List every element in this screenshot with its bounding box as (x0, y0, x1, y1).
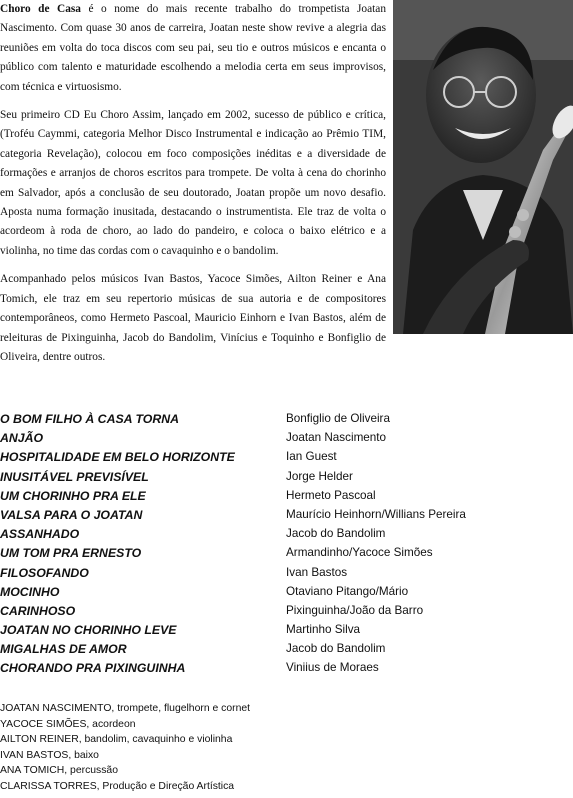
track-title: ASSANHADO (0, 527, 80, 542)
intro-paragraph-1 (0, 0, 386, 97)
artist-with-trumpet-image (393, 0, 573, 334)
credit-line: JOATAN NASCIMENTO, trompete, flugelhorn e cornet (0, 703, 251, 714)
track-title: JOATAN NO CHORINHO LEVE (0, 623, 177, 638)
track-row (0, 661, 573, 680)
track-title: CHORANDO PRA PIXINGUINHA (0, 661, 186, 676)
track-composer: Ian Guest (286, 450, 337, 464)
track-row (0, 450, 573, 469)
intro-text (0, 0, 386, 376)
track-row (0, 508, 573, 527)
track-composer: Viniius de Moraes (286, 661, 379, 675)
track-title: CARINHOSO (0, 603, 76, 618)
track-title: MIGALHAS DE AMOR (0, 642, 127, 657)
track-composer: Joatan Nascimento (286, 431, 387, 445)
artist-photo (393, 0, 573, 334)
credit-line: IVAN BASTOS, baixo (0, 749, 99, 761)
track-row (0, 585, 573, 604)
track-row (0, 604, 573, 623)
track-row (0, 566, 573, 585)
track-title: MOCINHO (0, 584, 60, 599)
track-row (0, 489, 573, 508)
track-title: O BOM FILHO À CASA TORNA (0, 412, 179, 426)
track-row (0, 623, 573, 642)
track-row (0, 431, 573, 450)
track-composer: Jorge Helder (286, 469, 353, 483)
track-title: INUSITÁVEL PREVISÍVEL (0, 469, 149, 484)
track-composer: Bonfiglio de Oliveira (286, 412, 390, 425)
intro-lead: Choro de Casa (0, 3, 81, 15)
track-composer: Armandinho/Yacoce Simões (286, 546, 433, 560)
track-title: FILOSOFANDO (0, 565, 89, 580)
intro-paragraph-3: Acompanhado pelos músicos Ivan Bastos, Yacoce Simões, Ailton Reiner e Ana Tomich, ele traz em seu repertorio músicas de sua autoria e de compositores contemporâneos, como Hermeto Pascoal, Mauricio Einhorn e Ivan Bastos, além de releituras de Pixinguinha, Jacob do Bandolim, Vinícius e Toquinho e Bonfiglio de Oliveira, dentre outros. (0, 273, 386, 363)
track-composer: Hermeto Pascoal (286, 488, 376, 502)
track-composer: Ivan Bastos (286, 565, 348, 579)
track-title: HOSPITALIDADE EM BELO HORIZONTE (0, 450, 235, 465)
track-title: UM CHORINHO PRA ELE (0, 488, 146, 503)
credit-line: AILTON REINER, bandolim, cavaquinho e violinha (0, 734, 233, 746)
track-row (0, 527, 573, 546)
track-composer: Jacob do Bandolim (286, 527, 386, 541)
credit-line: YACOCE SIMÕES, acordeon (0, 718, 136, 730)
track-title: UM TOM PRA ERNESTO (0, 546, 142, 561)
credit-line: CLARISSA TORRES, Produção e Direção Artística (0, 780, 235, 792)
credit-line: ANA TOMICH, percussão (0, 765, 118, 777)
track-composer: Pixinguinha/João da Barro (286, 603, 424, 617)
track-composer: Jacob do Bandolim (286, 642, 386, 656)
track-row (0, 470, 573, 489)
track-title: VALSA PARA O JOATAN (0, 507, 143, 522)
credits-list (0, 701, 573, 795)
track-row (0, 412, 573, 431)
track-composer: Otaviano Pitango/Mário (286, 584, 409, 598)
intro-paragraph-2: Seu primeiro CD Eu Choro Assim, lançado em 2002, sucesso de público e crítica, (Troféu Caymmi, categoria Melhor Disco Instrumental e indicação ao Prêmio TIM, categoria Revelação), colocou em foco composições inéditas e a diversidade de formações e arranjos de choros escritos para trompete. De volta à cena do chorinho em Salvador, após a conclusão de seu doutorado, Joatan propõe um novo desafio. Aposta numa formação inusitada, destacando o instrumentista. Ele traz de volta o acordeom à roda de choro, ao lado do pandeiro, e coloca o baixo elétrico e a violinha, no time das cordas com o cavaquinho e o bandolim. (0, 109, 386, 257)
track-composer: Maurício Heinhorn/Willians Pereira (286, 507, 466, 521)
intro-paragraph-1-body: é o nome do mais recente trabalho do trompetista Joatan Nascimento. Com quase 30 anos de carreira, Joatan neste show revive a alegria das reuniões em volta do toca discos com seu pai, seu tio e outros músicos e encanta o público com talento e maturidade escolhendo a melodia certa em seus improvisos, com técnica e virtuosismo. (0, 3, 386, 93)
track-title: ANJÃO (0, 431, 44, 446)
track-row (0, 546, 573, 565)
track-composer: Martinho Silva (286, 623, 361, 637)
track-list (0, 412, 573, 681)
track-row (0, 642, 573, 661)
